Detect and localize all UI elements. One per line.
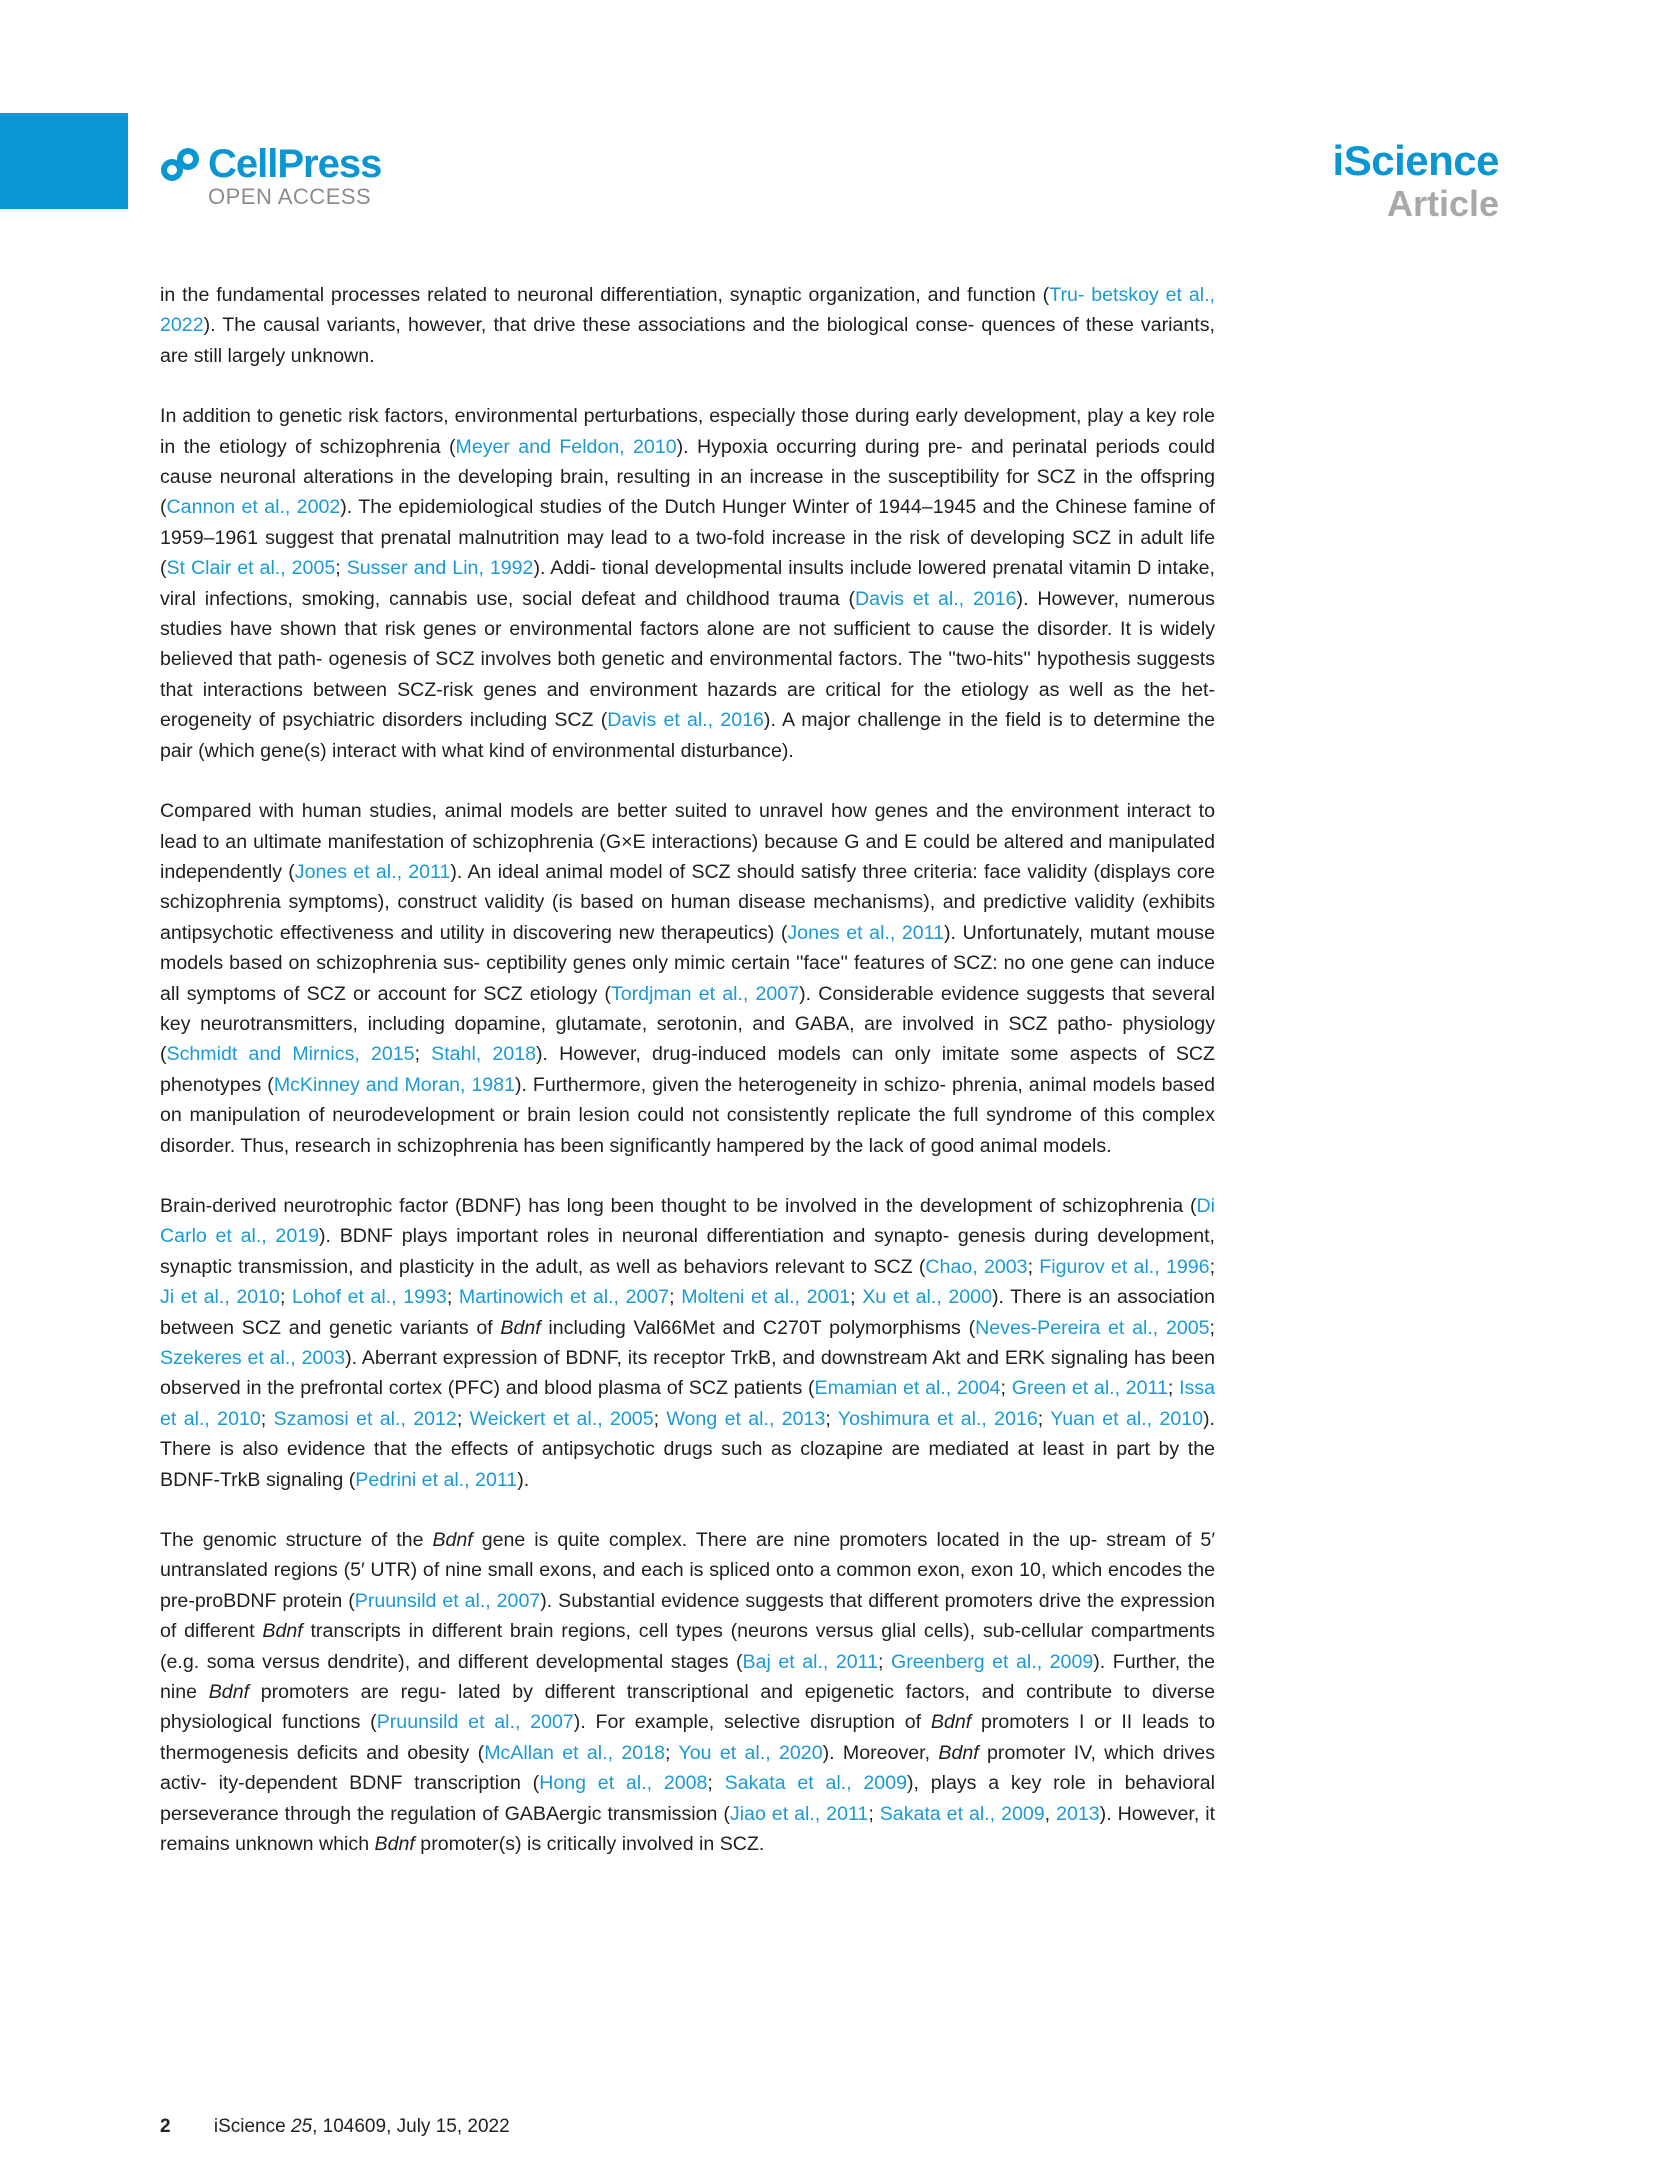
gene-name: Bdnf	[432, 1529, 473, 1552]
citation-link[interactable]: McKinney and Moran, 1981	[273, 1073, 515, 1096]
paragraph-text: ). There is also evidence that the effects of antipsychotic drugs such as clozapine are mediated at least in part by the BDNF-TrkB signaling (	[160, 1407, 1215, 1491]
paragraph-text: ). There is an association between SCZ and genetic variants of	[160, 1286, 1216, 1339]
citation-link[interactable]: Xu et al., 2000	[862, 1286, 992, 1309]
citation-link[interactable]: Baj et al., 2011	[742, 1650, 878, 1673]
paragraph-text: Brain-derived neurotrophic factor (BDNF) has long been thought to be involved in the development of schizophrenia (	[160, 1194, 1197, 1217]
paragraph-text: ). Furthermore, given the heterogeneity in schizo- phrenia, animal models based on manipulation of neurodevelopment or brain lesion could not consistently replicate the full syndrome of this complex disorder. Thus, research in schizophrenia has been significantly hampered by the lack of good animal models.	[160, 1073, 1215, 1157]
gene-name: Bdnf	[938, 1741, 979, 1764]
citation-link[interactable]: Emamian et al., 2004	[814, 1377, 1001, 1400]
paragraph-text: ;	[1037, 1407, 1051, 1430]
paragraph-text: ,	[1044, 1802, 1057, 1825]
paragraph-text: ;	[446, 1286, 459, 1309]
paragraph-text: ). However, numerous studies have shown that risk genes or environmental factors alone are not sufficient to cause the disorder. It is widely believed that path- ogenesis of SCZ involves both genetic and environmental factors. The ''two-hits'' hypothesis suggests that interactions between SCZ-risk genes and environment hazards are critical for the etiology as well as the het- erogeneity of psychiatric disorders including SCZ (	[160, 587, 1215, 732]
gene-name: Bdnf	[208, 1681, 250, 1704]
citation-link[interactable]: Yuan et al., 2010	[1050, 1407, 1204, 1430]
citation-link[interactable]: Davis et al., 2016	[607, 709, 764, 732]
paragraph-text: ;	[1209, 1255, 1216, 1278]
citation-link[interactable]: Jiao et al., 2011	[729, 1802, 869, 1825]
citation-link[interactable]: Stahl, 2018	[431, 1043, 537, 1066]
citation-link[interactable]: Jones et al., 2011	[787, 921, 945, 944]
paragraph-text: ;	[279, 1286, 292, 1309]
paragraph-text: The genomic structure of the	[160, 1529, 433, 1552]
paragraph-text: In addition to genetic risk factors, environmental perturbations, especially those during early development, play a key role in the etiology of schizophrenia (	[160, 405, 1215, 458]
citation-link[interactable]: Pedrini et al., 2011	[355, 1468, 518, 1491]
journal-header	[1333, 138, 1499, 224]
citation-link[interactable]: Martinowich et al., 2007	[458, 1286, 670, 1309]
paragraph-text: ). However, it remains unknown which	[160, 1802, 1216, 1856]
citation-link[interactable]: Figurov et al., 1996	[1039, 1255, 1210, 1278]
paragraph-text: ). The epidemiological studies of the Dutch Hunger Winter of 1944–1945 and the Chinese famine of 1959–1961 suggest that prenatal malnutrition may lead to a two-fold increase in the risk of developing SCZ in adult life (	[160, 496, 1215, 580]
citation-link[interactable]: Pruunsild et al., 2007	[376, 1711, 574, 1734]
citation-link[interactable]: 2013	[1056, 1802, 1100, 1825]
paragraph-text: ;	[414, 1043, 432, 1066]
paragraph-text: ;	[850, 1286, 863, 1309]
paragraph-text: ;	[1000, 1377, 1012, 1400]
article-type: Article	[1386, 183, 1499, 224]
paragraph-text: ;	[260, 1407, 274, 1430]
paragraph	[160, 1525, 1215, 1859]
paragraph-text: ;	[669, 1286, 682, 1309]
page-number: 2	[160, 2116, 171, 2137]
paragraph-text: promoters I or II leads to thermogenesis deficits and obesity (	[160, 1711, 1215, 1764]
paragraph-text: transcripts in different brain regions, cell types (neurons versus glial cells), sub-cellular compartments (e.g. soma versus dendrite), and different developmental stages (	[160, 1620, 1215, 1673]
paragraph-text: ). Addi- tional developmental insults include lowered prenatal vitamin D intake, viral infections, smoking, cannabis use, social defeat and childhood trauma (	[160, 557, 1216, 610]
citation-link[interactable]: Sakata et al., 2009	[724, 1772, 907, 1795]
cellpress-logo-icon	[158, 146, 202, 184]
citation-link[interactable]: Sakata et al., 2009	[879, 1802, 1045, 1825]
paragraph-text: ;	[707, 1772, 725, 1795]
citation-link[interactable]: Lohof et al., 1993	[291, 1286, 447, 1309]
paragraph-text: ), plays a key role in behavioral perseverance through the regulation of GABAergic transmission (	[160, 1772, 1215, 1825]
paragraph	[160, 1191, 1215, 1495]
paragraph-text: promoter(s) is critically involved in SCZ.	[414, 1833, 765, 1856]
paragraph-text: ). The causal variants, however, that drive these associations and the biological conse- quences of these variants, are still largely unknown.	[160, 314, 1215, 367]
citation-link[interactable]: Susser and Lin, 1992	[346, 557, 534, 580]
citation-link[interactable]: Pruunsild et al., 2007	[354, 1589, 541, 1612]
paragraph-text: ;	[335, 557, 347, 580]
citation-link[interactable]: Di Carlo et al., 2019	[160, 1194, 1215, 1248]
citation-link[interactable]: McAllan et al., 2018	[484, 1741, 665, 1764]
paragraph-text: ;	[825, 1407, 838, 1430]
paragraph-text: ). A major challenge in the field is to determine the pair (which gene(s) interact with what kind of environmental disturbance).	[160, 709, 1215, 762]
paragraph-text: ;	[1027, 1255, 1040, 1278]
gene-name: Bdnf	[262, 1620, 303, 1643]
paragraph	[160, 401, 1215, 766]
footer-citation: , 104609, July 15, 2022	[312, 2116, 510, 2137]
paragraph-text: ). Moreover,	[822, 1741, 939, 1764]
paragraph	[160, 280, 1215, 371]
header-color-tab	[0, 113, 128, 209]
paragraph-text: ;	[1167, 1377, 1180, 1400]
paragraph-text: ).	[517, 1468, 530, 1491]
citation-link[interactable]: Jones et al., 2011	[294, 860, 451, 883]
paragraph-text: ). An ideal animal model of SCZ should satisfy three criteria: face validity (displays core schizophrenia symptoms), construct validity (is based on human disease mechanisms), and predictive validity (exhibits antipsychotic effectiveness and utility in discovering new therapeutics) (	[160, 860, 1215, 944]
citation-link[interactable]: Yoshimura et al., 2016	[837, 1407, 1038, 1430]
citation-link[interactable]: Molteni et al., 2001	[681, 1286, 851, 1309]
citation-link[interactable]: Green et al., 2011	[1011, 1377, 1168, 1400]
citation-link[interactable]: Hong et al., 2008	[539, 1772, 708, 1795]
paragraph-text: ;	[664, 1741, 679, 1764]
citation-link[interactable]: Neves-Pereira et al., 2005	[975, 1316, 1210, 1339]
citation-link[interactable]: Davis et al., 2016	[854, 587, 1017, 610]
cellpress-logo	[158, 140, 398, 216]
paragraph-text: ;	[868, 1802, 880, 1825]
citation-link[interactable]: Greenberg et al., 2009	[890, 1650, 1094, 1673]
citation-link[interactable]: Ji et al., 2010	[160, 1286, 280, 1309]
paragraph-text: ;	[456, 1407, 470, 1430]
citation-link[interactable]: Wong et al., 2013	[666, 1407, 826, 1430]
citation-link[interactable]: Chao, 2003	[925, 1255, 1028, 1278]
citation-link[interactable]: Tordjman et al., 2007	[610, 982, 800, 1005]
paragraph-text: promoters are regu- lated by different transcriptional and epigenetic factors, and contribute to diverse physiological functions (	[160, 1681, 1215, 1734]
citation-link[interactable]: Meyer and Feldon, 2010	[455, 435, 677, 458]
citation-link[interactable]: Tru- betskoy et al., 2022	[160, 284, 1215, 337]
paragraph-text: promoter IV, which drives activ- ity-dependent BDNF transcription (	[160, 1741, 1215, 1795]
paragraph-text: in the fundamental processes related to neuronal differentiation, synaptic organization, and function (	[160, 284, 1050, 306]
paragraph-text: ). Unfortunately, mutant mouse models based on schizophrenia sus- ceptibility genes only mimic certain ''face'' features of SCZ: no one gene can induce all symptoms of SCZ or account for SCZ etiology (	[160, 921, 1215, 1005]
journal-name: iScience	[1332, 137, 1499, 184]
citation-link[interactable]: Issa et al., 2010	[160, 1377, 1216, 1430]
gene-name: Bdnf	[930, 1711, 972, 1734]
paragraph-text: including Val66Met and C270T polymorphisms (	[540, 1316, 976, 1339]
article-body	[160, 280, 1215, 1890]
footer-journal: iScience	[213, 2116, 286, 2137]
paragraph-text: ). Further, the nine	[160, 1650, 1215, 1704]
citation-link[interactable]: Weickert et al., 2005	[469, 1407, 654, 1430]
citation-link[interactable]: You et al., 2020	[678, 1741, 823, 1764]
paragraph-text: ;	[1209, 1316, 1215, 1339]
paragraph-text: ;	[653, 1407, 667, 1430]
citation-link[interactable]: Szekeres et al., 2003	[160, 1347, 346, 1369]
paragraph-text: ;	[878, 1650, 891, 1673]
paragraph-text: ). Hypoxia occurring during pre- and perinatal periods could cause neuronal alterations in the developing brain, resulting in an increase in the susceptibility for SCZ in the offspring (	[160, 435, 1215, 519]
publisher-name: CellPress	[208, 142, 382, 186]
citation-link[interactable]: St Clair et al., 2005	[166, 557, 336, 580]
citation-link[interactable]: Schmidt and Mirnics, 2015	[166, 1043, 415, 1066]
paragraph-text: ). Considerable evidence suggests that several key neurotransmitters, including dopamine, glutamate, serotonin, and GABA, are involved in SCZ patho- physiology (	[160, 982, 1215, 1066]
paragraph-text: ). BDNF plays important roles in neuronal differentiation and synapto- genesis during development, synaptic transmission, and plasticity in the adult, as well as behaviors relevant to SCZ (	[160, 1225, 1215, 1278]
paragraph-text: ). Substantial evidence suggests that different promoters drive the expression of different	[160, 1589, 1215, 1643]
citation-link[interactable]: Cannon et al., 2002	[166, 496, 341, 519]
paragraph-text: Compared with human studies, animal models are better suited to unravel how genes and the environment interact to lead to an ultimate manifestation of schizophrenia (G×E interactions) because G and E could be altered and manipulated independently (	[160, 800, 1215, 883]
paragraph-text: ). However, drug-induced models can only imitate some aspects of SCZ phenotypes (	[160, 1043, 1216, 1096]
footer-volume: 25	[290, 2116, 313, 2137]
paragraph-text: gene is quite complex. There are nine promoters located in the up- stream of 5′ untranslated regions (5′ UTR) of nine small exons, and each is spliced onto a common exon, exon 10, which encodes the pre-proBDNF protein (	[160, 1529, 1215, 1612]
gene-name: Bdnf	[374, 1833, 415, 1856]
paragraph-text: ). Aberrant expression of BDNF, its receptor TrkB, and downstream Akt and ERK signaling has been observed in the prefrontal cortex (PFC) and blood plasma of SCZ patients (	[160, 1347, 1215, 1400]
gene-name: Bdnf	[500, 1316, 541, 1339]
paragraph	[160, 796, 1215, 1161]
open-access-label: OPEN ACCESS	[208, 184, 372, 209]
citation-link[interactable]: Szamosi et al., 2012	[273, 1407, 457, 1430]
page-footer	[160, 2116, 520, 2138]
paragraph-text: ). For example, selective disruption of	[573, 1711, 931, 1734]
